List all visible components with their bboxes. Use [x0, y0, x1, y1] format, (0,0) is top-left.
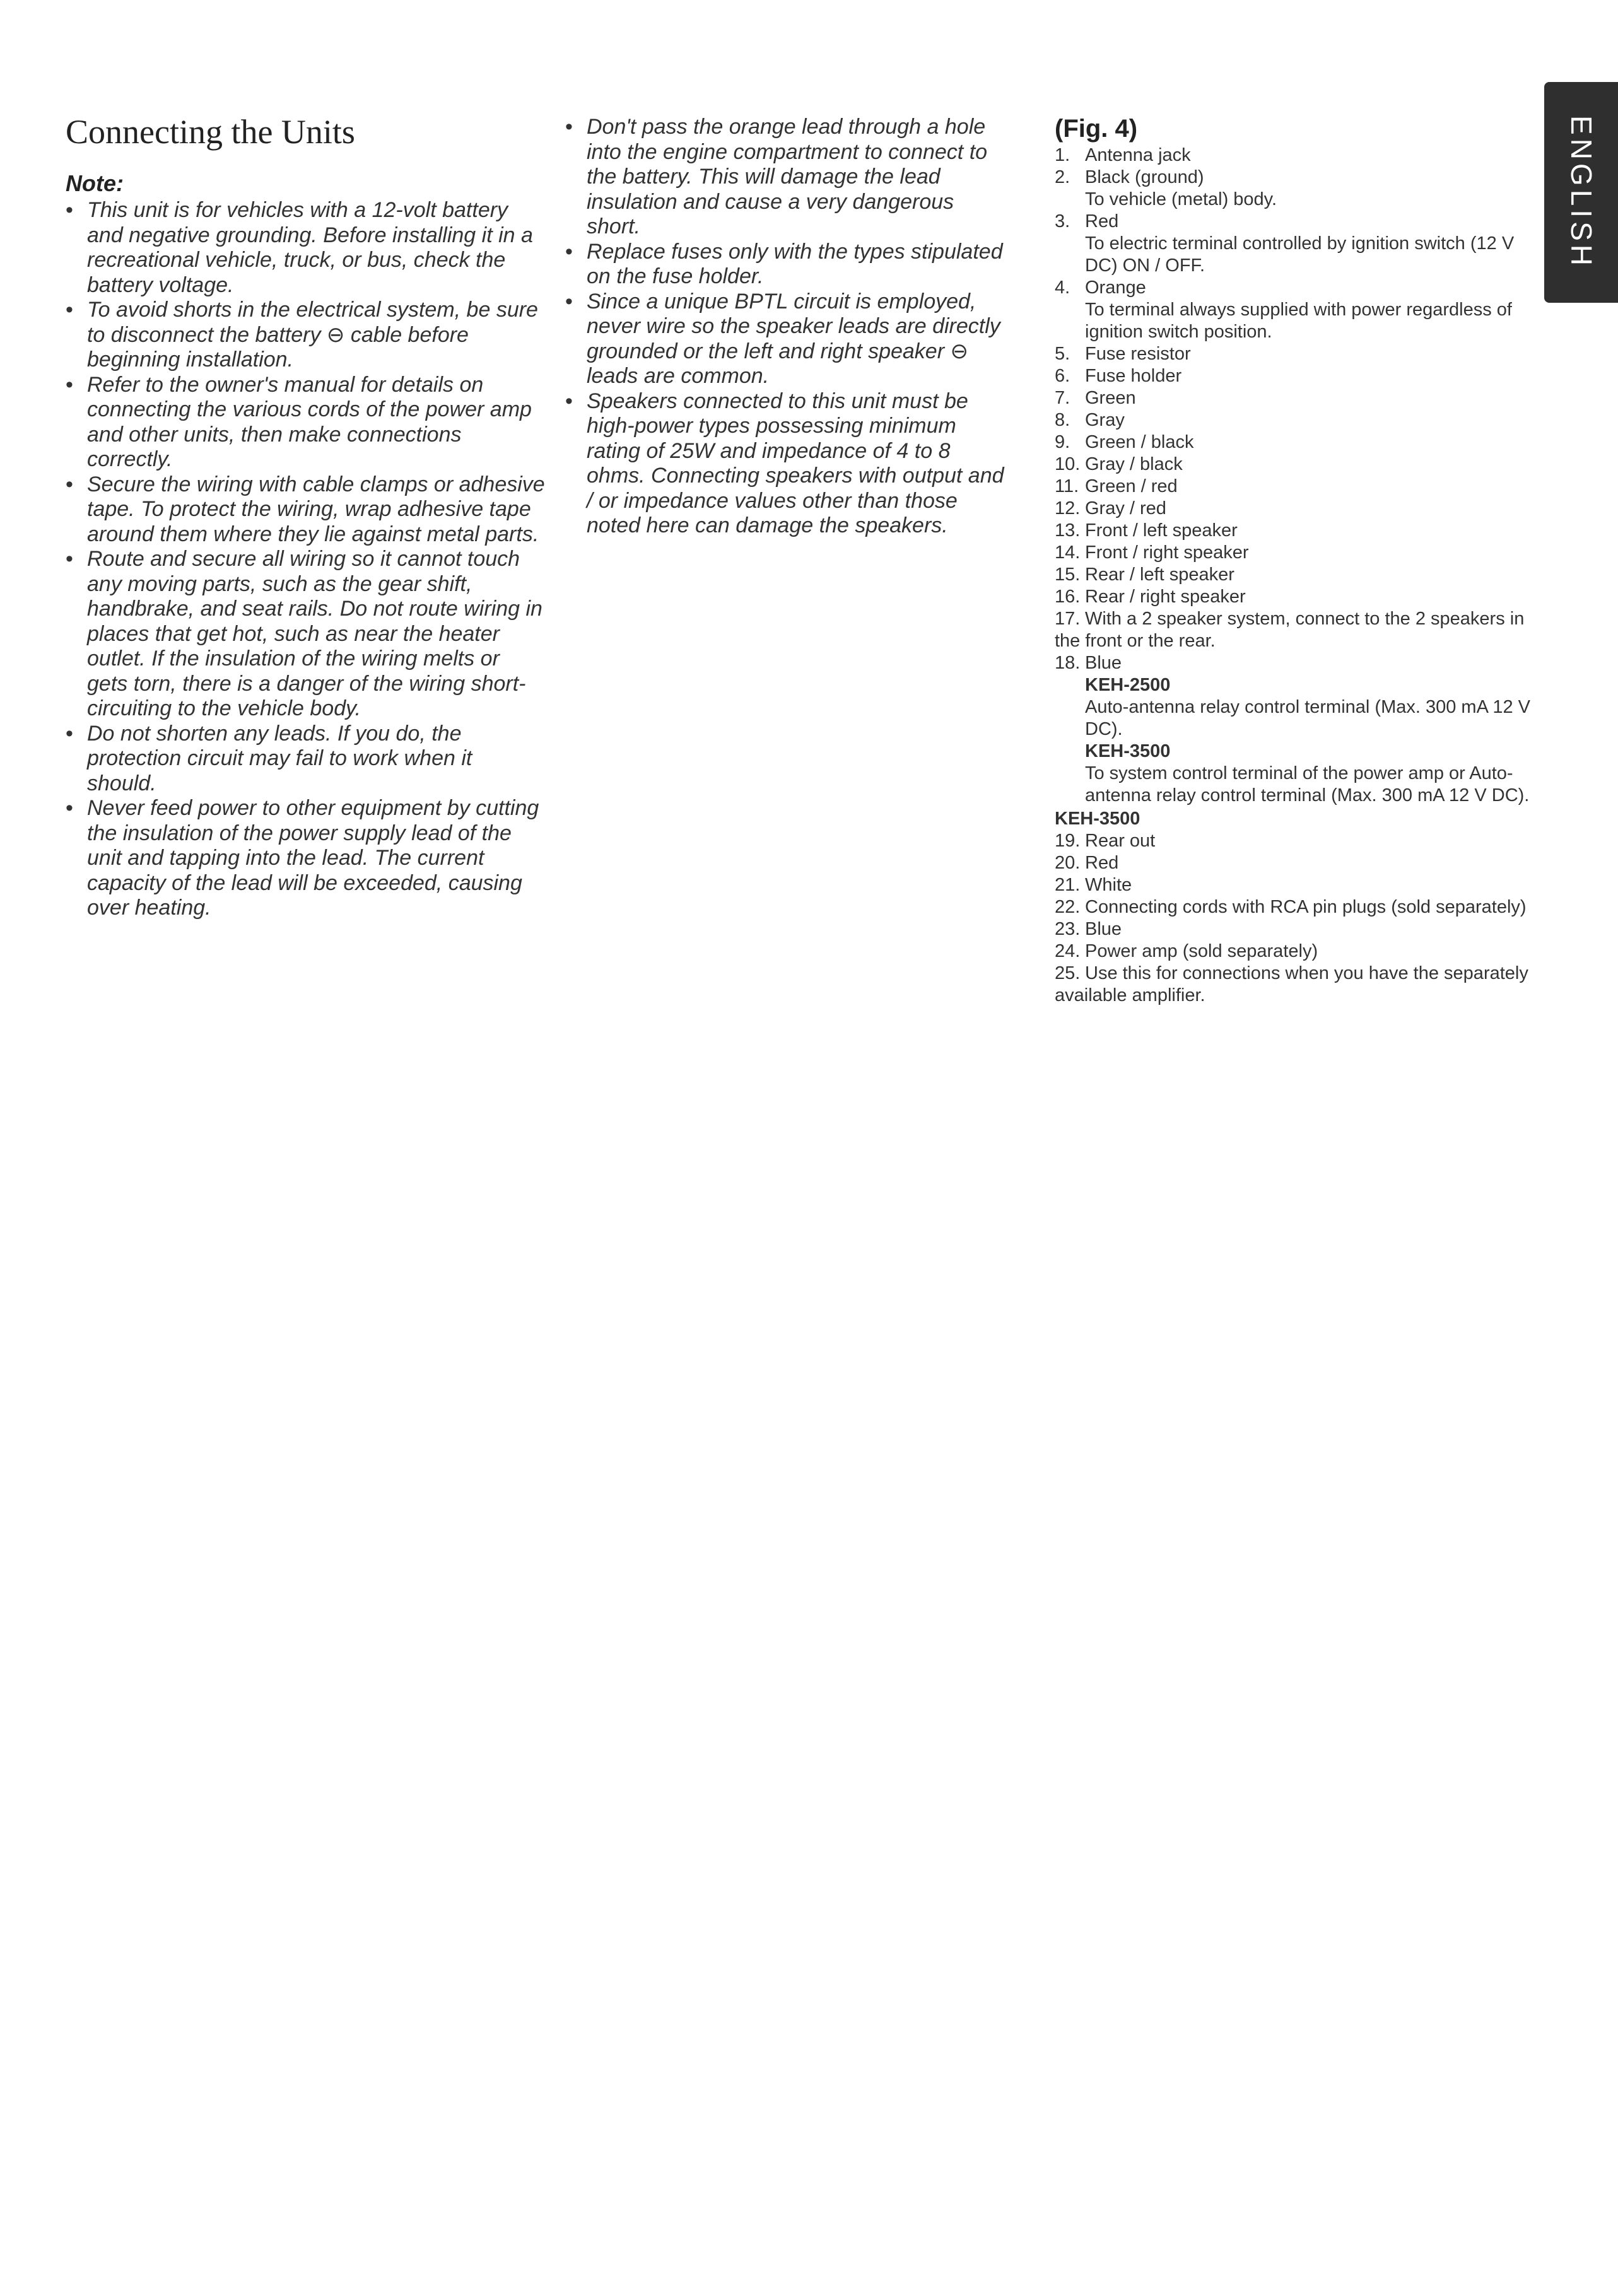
legend-number: 7.	[1055, 388, 1070, 408]
legend-label: Rear / left speaker	[1085, 565, 1234, 585]
legend-item	[1055, 918, 1534, 940]
legend-number: 2.	[1055, 167, 1070, 187]
legend-label: Gray	[1085, 410, 1125, 430]
legend-item	[1055, 476, 1534, 498]
legend-number: 20.	[1055, 853, 1081, 873]
legend-label: Antenna jack	[1085, 145, 1191, 165]
note-item: • Route and secure all wiring so it cannot touch any moving parts, such as the gear shift, handbrake, and seat rails. Do not route wiring in places that get hot, such as near the heater outlet. If the insulation of the wiring melts or gets torn, there is a danger of the wiring short-circuiting to the vehicle body.	[66, 547, 545, 722]
legend-item	[1055, 963, 1534, 1007]
legend-label: Connecting cords with RCA pin plugs (sold separately)	[1085, 897, 1527, 917]
legend-item	[1055, 830, 1534, 852]
legend-item	[1055, 564, 1534, 586]
legend-label: Gray / black	[1085, 454, 1183, 474]
legend-number: 24.	[1055, 941, 1081, 961]
page-title: Connecting the Units	[66, 113, 355, 151]
legend-label: Fuse holder	[1085, 366, 1182, 386]
legend-number: 16.	[1055, 587, 1081, 607]
legend-item	[1055, 696, 1534, 741]
legend-number: 1.	[1055, 145, 1070, 165]
legend-item	[1055, 167, 1534, 211]
legend-item	[1055, 144, 1534, 167]
legend-number: 22.	[1055, 897, 1081, 917]
legend-item	[1055, 940, 1534, 963]
legend-item	[1055, 741, 1534, 763]
legend-label: Power amp (sold separately)	[1085, 941, 1318, 961]
legend-sub: Auto-antenna relay control terminal (Max. 300 mA 12 V DC).	[1085, 697, 1531, 739]
legend-label: Fuse resistor	[1085, 344, 1191, 364]
legend-item	[1055, 498, 1534, 520]
legend-number: 19.	[1055, 831, 1081, 851]
note-item: • Never feed power to other equipment by cutting the insulation of the power supply lead of the unit and tapping into the lead. The current capacity of the lead will be exceeded, causing over heating.	[66, 796, 545, 921]
legend-number: 3.	[1055, 211, 1070, 231]
legend-item	[1055, 542, 1534, 564]
note-item: • Since a unique BPTL circuit is employed, never wire so the speaker leads are directly grounded or the left and right speaker ⊖ leads are common.	[565, 290, 1013, 389]
legend-number: 11.	[1055, 476, 1079, 496]
legend-item	[1055, 608, 1534, 652]
legend-label: Use this for connections when you have the separately available amplifier.	[1055, 963, 1528, 1005]
legend-number: 18.	[1055, 653, 1081, 673]
legend-item	[1055, 365, 1534, 387]
legend-item	[1055, 763, 1534, 807]
legend-number: 25.	[1055, 963, 1081, 983]
note-item: • Replace fuses only with the types stipulated on the fuse holder.	[565, 240, 1013, 290]
legend-number: 5.	[1055, 344, 1070, 364]
legend-item	[1055, 211, 1534, 277]
legend-number: 13.	[1055, 520, 1081, 541]
legend-item	[1055, 874, 1534, 896]
legend-item	[1055, 387, 1534, 409]
figure-legend	[1055, 115, 1534, 1007]
legend-number: 14.	[1055, 542, 1081, 563]
legend-sub: To vehicle (metal) body.	[1085, 189, 1277, 209]
language-tab	[1544, 82, 1618, 303]
legend-item	[1055, 852, 1534, 874]
legend-label: Blue	[1085, 919, 1122, 939]
legend-number: 4.	[1055, 278, 1070, 298]
legend-label: Green / red	[1085, 476, 1178, 496]
legend-sub: To electric terminal controlled by ignition switch (12 V DC) ON / OFF.	[1085, 233, 1515, 276]
note-item: • This unit is for vehicles with a 12-volt battery and negative grounding. Before installing it in a recreational vehicle, truck, or bus, check the battery voltage.	[66, 198, 545, 298]
note-item: • Do not shorten any leads. If you do, the protection circuit may fail to work when it should.	[66, 722, 545, 797]
notes-list-col1	[66, 198, 545, 921]
legend-label: Rear / right speaker	[1085, 587, 1246, 607]
legend-item	[1055, 343, 1534, 365]
legend-label: Green / black	[1085, 432, 1194, 452]
legend-label: Green	[1085, 388, 1136, 408]
legend-number: 8.	[1055, 410, 1070, 430]
note-label: Note:	[66, 170, 124, 196]
legend-label: Front / right speaker	[1085, 542, 1249, 563]
legend-item	[1055, 586, 1534, 608]
legend-number: 15.	[1055, 565, 1081, 585]
legend-label: Red	[1085, 853, 1119, 873]
legend-label: Front / left speaker	[1085, 520, 1238, 541]
legend-model: KEH-3500	[1085, 741, 1171, 761]
legend-number: 17.	[1055, 609, 1081, 629]
legend-label: Black (ground)	[1085, 167, 1204, 187]
figure-legend-list	[1055, 144, 1534, 1007]
notes-list-col2	[565, 115, 1013, 539]
legend-label: White	[1085, 875, 1132, 895]
note-item: • To avoid shorts in the electrical system, be sure to disconnect the battery ⊖ cable before beginning installation.	[66, 298, 545, 373]
legend-item	[1055, 431, 1534, 454]
legend-label: With a 2 speaker system, connect to the 2 speakers in the front or the rear.	[1055, 609, 1525, 651]
legend-number: 21.	[1055, 875, 1081, 895]
note-item: • Don't pass the orange lead through a hole into the engine compartment to connect to the battery. This will damage the lead insulation and cause a very dangerous short.	[565, 115, 1013, 240]
note-item: • Secure the wiring with cable clamps or adhesive tape. To protect the wiring, wrap adhesive tape around them where they lie against metal parts.	[66, 472, 545, 548]
legend-item	[1055, 277, 1534, 343]
legend-item	[1055, 674, 1534, 696]
legend-label: Rear out	[1085, 831, 1156, 851]
legend-label: Orange	[1085, 278, 1146, 298]
legend-item	[1055, 454, 1534, 476]
legend-number: 6.	[1055, 366, 1070, 386]
figure-title: (Fig. 4)	[1055, 115, 1138, 143]
legend-label: Gray / red	[1085, 498, 1166, 518]
legend-item	[1055, 896, 1534, 918]
legend-label: Red	[1085, 211, 1119, 231]
legend-number: 12.	[1055, 498, 1081, 518]
legend-item: KEH-3500	[1055, 809, 1140, 829]
legend-sub: To system control terminal of the power amp or Auto-antenna relay control terminal (Max. 300 mA 12 V DC).	[1085, 763, 1530, 805]
note-item: • Speakers connected to this unit must be high-power types possessing minimum rating of 25W and impedance of 4 to 8 ohms. Connecting speakers with output and / or impedance values other than those noted here can damage the speakers.	[565, 389, 1013, 539]
legend-label: Blue	[1085, 653, 1122, 673]
note-item: • Refer to the owner's manual for details on connecting the various cords of the power amp and other units, then make connections correctly.	[66, 373, 545, 472]
language-tab-label: ENGLISH	[1564, 115, 1598, 269]
left-column	[66, 112, 545, 921]
legend-item	[1055, 652, 1534, 674]
legend-number: 9.	[1055, 432, 1070, 452]
legend-sub: To terminal always supplied with power regardless of ignition switch position.	[1085, 300, 1512, 342]
middle-column	[565, 115, 1013, 539]
legend-model: KEH-2500	[1085, 675, 1171, 695]
legend-number: 23.	[1055, 919, 1081, 939]
legend-number: 10.	[1055, 454, 1081, 474]
legend-item	[1055, 520, 1534, 542]
legend-item	[1055, 409, 1534, 431]
